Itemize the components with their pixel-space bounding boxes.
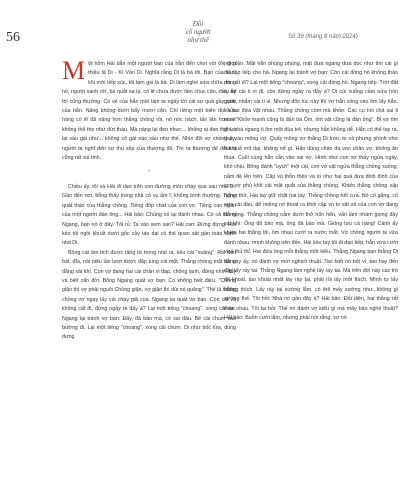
right-column [224, 60, 398, 470]
drop-cap: M [62, 60, 86, 85]
section-separator: * [147, 170, 151, 177]
page-number: 56 [6, 30, 20, 45]
paragraph: ột hôm Hải dẫn một người bạn của hắn đến chơi với tôi, giới thiệu là Di - Kì Văn Di. Nghĩa rằng Di là bà tôi. Bạn của bạn, khi mới tiếp xúc, tôi tạm gọi là bà. Di làm nghề sửa chữa đồng hồ, người xanh rớt, bé quắt xa lạ, có lẽ chưa được tiền chục cân, điều ấy thì cũng thường. Có vẻ của hắn mới làm ta ngây tới cái sự quá gầy còm của hắn. Nâng không dưới bẩy mươi cân. Chỉ riêng một biên dùi của nàng có lẽ đã nặng hơn thằng chồng rồi, nó nóc nách, lấn lấn hơn sẽ không thể thọ như đứt tháu. Mà nàng lại đen nhưc... không ai đen thế, và lại xấu gái như... không cô gái nào xấu như thế. Nhìn đôi vợ chồng ấy, người ta nghĩ đến sự thu xếp của thượng đế. Thì ra thượng đế đôi khi cũng rất vui tính. [62, 61, 236, 162]
paragraph: nổi giận. Mặt hằn phùng phùng, mặt đưa ngang đưa dọc như tìm cái gì để đập tiếp cho hả. Ngang lại tránh vợ bạn: Còn cái đồng hồ không thảo ma cất đi? Lại một tiếng "choang", xong cái đồng hồ. Ngang tiếp: Trời đất a, bể cái ti vi đi, còn đứng ngây ra đấy à? Di cúi xuống cầm nửa hòn gạch, nhắm cái ti vi. Nhưng đôn lúc này thì vợ hắn xông vào ôm lấy hắn. Và hai đứa vật nhau. Thằng chồng còm mà khỏe. Các cụ nói chả sai ti nào: "Khỏe mạnh cũng là đàn bà Ốm, ốm vặt cũng là đàn ông". Bỉ vợ ôm ghì, nhà ngang ti ôm một đùa trẻ, nhưng hắn không dễ. Hắn có thể tay ra, thụi vào mông vợ. Quẩy mông vợ thằng Di tròn, to và phưng phình như hai quả mít dại, không nể gì. Hắn dùng chân đá vào chân vợ, không ăn thua. Cuối cùng hắn cắn vào vai vợ. Hình như con vợ thấy ngứa ngáy, khó chịu. Bổng đánh "uych" một cái, con vợ vật ngửa thằng chồng xuống, nằm đè lên trên. Cặp vú thỗn thện và to như hai quả dừa đinh đinh của con vợ phủ khít cái mặt quắt của thằng chồng. Khiến thằng chồng xấp nghẹt thở. Hai tay giữ chặt hai tay. Thằng chồng hết cựa. Nó cố gắng, cố cựa cái đầu, để miệng nó thoát ra khỏi cặp vú to vật vã của con vợ đang đè nặng. Thằng chồng nằm dưới thở hổn hển, vẫn lầm nhầm giọng đầy sát khí: Ông đã bảo mà, ông đã bảo mà. Giống lưu cá nàng! Cảnh ấy khiến hai thằng tôi, ôm nhau cười ra nước mắt. Vợ chồng người ta vừa đánh nhau, mình không nên đến. Hải kéo tay tôi đi dạo tiếp, hắn vừa cười vừa thủ thỉ: Hai đứa ông mỗi thằng một kiểu. Thằng Ngang bạn thằng Di lúc này ấy, nó đánh vợ mới nghịch thuật. Tao biết nó bởi vì, tao hay đến đây lấy rày tai. Thằng Ngang làm nghề lấy ráy tai. Mà trên đời này các trò để khoái, tao khoái nhất lấy ráy tai, phải rồi lấy mới thích. Mình tự lấy không thích. Lấy ráy tai xướng lắm, có thể mấy xướng như...không gì xướng thế. Tôi hỏi: Nhà nó gần đây à? Hải bảo: Đối diện, hai thằng rất thân nhau. Tôi lại hỏi: Thế nó đánh vợ kiểu gì mà mấy bảo nghệ thuật? Hải bảo: Buồn cười lắm, nhưng phải nói rằng, vợ nó [224, 61, 398, 321]
paragraph: Chiều ấy, tôi và Hải đi dạo trên con đường mòn chạy qua sau nhà Di. Gần đến nơi, bỗng thấy trong nhà có vụ ẩm ĩ, không bình thường. Tiếng quát tháo của thằng chồng. Tiếng đốp chát của con vợ. Tiếng can ngăn của một người đàn ông... Hải bảo: Chúng nó lại đánh nhau. Có cả thằng Ngang, bạn nó ở đây. Tôi rủ: Ta vào xem sao? Hải can: Đừng đừng. Hải kéo tôi ngồi khuất dưới gốc cây táo dại có thể quan sát gần toàn cảnh nhà Di. [62, 183, 236, 247]
title-line: Đôi [192, 20, 204, 28]
left-column [62, 60, 236, 470]
title-line: như thế [187, 36, 209, 44]
title-line: cô người [185, 28, 211, 36]
story-title [170, 20, 226, 44]
issue-label: Số 39 (tháng 8 năm 2024) [288, 34, 358, 40]
paragraph: Bổng cái âm tích được tăng từ trong nhà ra, kêu cái "xoảng". Rồi đến bát, đĩa, nồi niêu lần lượt được đập tung cái một. Thằng chồng mặt đằng đằng sát khí. Con vợ đang hai cái chân vì đạp, chống lạnh, đứng nhìn đấy và biết cẩn đời. Bổng Ngang quát vợ bạn: Có không biết điều. "Chồng giận thì vợ phải nguôi Chồng giận, vợ giận thì dùi nó quăng". Thế là thằng chồng vợ ngay lấy cái chày giã cua. Ngang lại quát vợ bạn: Còn cái vụ không cất đi, đứng ngây ra đấy à? Lại một tiếng "choang", xong cái vại. Ngang lại tránh vợ bạn: Đấy, đá bảo mà, có sai đâu. Bể cái chum vào bường đi. Lại một tiếng "choang", xong cái chum. Di như bốc lửa, đúng dưng [62, 249, 236, 341]
